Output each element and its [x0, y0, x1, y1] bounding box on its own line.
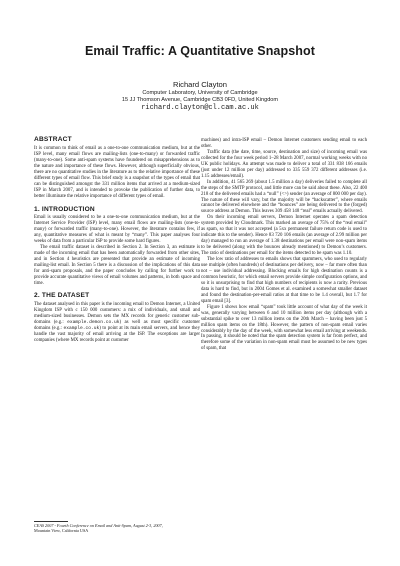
footnote-line-1: CEAS 2007 - Fourth Conference on Email and Anti-Spam, August 2-3, 2007, [34, 523, 163, 528]
dataset-text: ) to point at its main email servers, and hence they handle the vast majority of email arriving at the ISP. The exceptions are larger companies (where MX records point at customer [34, 325, 200, 343]
dataset-paragraph [34, 302, 200, 344]
body-paragraph: Traffic data (the date, time, source, destination and size) of incoming email was collected for the four week period 1–28 March 2007, normal working weeks with no UK public holidays. An attempt was made to deliver a total of 331 838 166 emails (just under 12 million per day) addressed to 335 559 372 different addresses (i.e. 1.15 addresses/email). [201, 149, 367, 179]
body-paragraph: In addition, 41 565 269 (about 1.5 million a day) deliveries failed to complete all the steps of the SMTP protocol, and little more can be said about these. Also, 22 400 218 of the delivered emails had a “null” (<>) sender (an average of 800 000 per day). The nature of these will vary, but the majority will be “backscatter”, where emails cannot be delivered elsewhere and the “bounces” are being delivered to the (forged) source address at Demon. This leaves 309 458 148 “real” emails actually delivered. [201, 179, 367, 215]
author-email: richard.clayton@cl.cam.ac.uk [141, 103, 259, 112]
conference-footnote [34, 521, 200, 534]
right-column [201, 138, 367, 352]
body-paragraph: Figure 1 shows how email “spam” took little account of what day of the week it was, generally varying between 6 and 10 million items per day (although with a substantial spike to over 13 million items on the 20th March – having been just 5 million spam items on the 18th). However, the pattern of non-spam email varies considerably by the day of the week, with somewhat less email arriving at weekends. In passing, it should be noted that the spam detection system is far from perfect, and therefore some of the variation in non-spam email must be assumed to be new types of spam, that [201, 304, 367, 352]
example-domain-code: example.co.uk [63, 325, 100, 331]
paper-title: Email Traffic: A Quantitative Snapshot [85, 44, 315, 58]
footnote-line-2: Mountain View, California USA [34, 528, 89, 534]
introduction-heading: 1. INTRODUCTION [34, 205, 95, 213]
author-name: Richard Clayton [172, 80, 228, 89]
introduction-paragraph: The email traffic dataset is described in Section 2. In Section 3, an estimate is made of the incoming email that has been automatically forwarded from other sites, and in Section 4 heuristics are presented that provide an estimate of incoming mailing-list email. In Section 5 there is a discussion of the implications of this data for anti-spam proposals, and the paper concludes by calling for further work to provide accurate quantitative views of email volumes and patterns, in both space and time. [34, 245, 200, 286]
abstract-heading: ABSTRACT [34, 136, 72, 143]
author-block [0, 80, 400, 113]
dataset-heading: 2. THE DATASET [34, 291, 90, 299]
dataset-text: ) as well as most specific customer domains (e.g.: [34, 319, 200, 331]
left-column [34, 137, 200, 344]
body-paragraph: The low ratio of addresses to emails shows that spammers, who used to regularly use multiple (often hundreds) of destinations per delivery, now – far more often than not – use individual addressing. Blocking emails for high destination counts is a common heuristic, for which email servers provide simple configuration options, and so it is unsurprising to find that high numbers of recipients is now a rarity. Previous data is hard to find, but in 2004 Gomes et al. examined a somewhat smaller dataset and found the destination-per-email ratios at that time to be 1.4 overall, but 1.7 for spam email [3]. [201, 257, 367, 304]
introduction-paragraph: Email is usually considered to be a one-to-one communication medium, but at the Internet Service Provider (ISP) level, many email flows are mailing-lists (one-to-many) or forwarded traffic (many-to-one). However, the literature contains few, if any, quantitative measures of what is meant by “many”. This paper analyses four weeks of data from a particular ISP to provide some hard figures. [34, 215, 200, 245]
affiliation-line-2: 15 JJ Thomson Avenue, Cambridge CB3 0FD, United Kingdom [121, 96, 279, 103]
affiliation-line-1: Computer Laboratory, University of Cambridge [142, 89, 258, 96]
dataset-text: The dataset analysed in this paper is the incoming email to Demon Internet, a United Kingdom ISP with c 150 000 customers: a mix of individuals, and small and medium-sized businesses. Demon sets the MX records for generic customer sub-domains (e.g.: [34, 301, 200, 325]
body-paragraph: machines) and intra-ISP email – Demon Internet customers sending email to each other. [201, 138, 367, 149]
abstract-text: It is common to think of email as a one-to-one communication medium, but at the ISP level, many email flows are mailing-lists (one-to-many) or forwarded traffic (many-to-one). Some anti-spam systems have foundered on misapprehensions as to the nature and importance of these flows. However, although superficially obvious, there are no quantitative studies in the literature as to the relative importance of these different types of email flow. This brief study is a snapshot of the types of email that can be distinguished amongst the 331 million items that arrived at a medium-sized ISP in March 2007, and is intended to provoke the publication of further data, to better illuminate the relative importance of different types of email. [34, 145, 200, 199]
body-paragraph: On their incoming email servers, Demon Internet operates a spam detection system provided by Cloudmark. This marked an average of 75% of the “real email” as spam, so that it was not accepted (a 5xx permanent failure return code is used to indicate this to the sender). Hence 83 720 106 emails (an average of 2.99 million per day) managed to run an average of 1.38 destinations per email were non-spam items to be delivered (along with the bounces already mentioned) to Demon’s customers. The ratio of destinations per email for the items detected to be spam was 1.10. [201, 215, 367, 257]
example-domain-code: example.demon.co.uk [67, 319, 120, 325]
footnote-rule [34, 521, 68, 522]
